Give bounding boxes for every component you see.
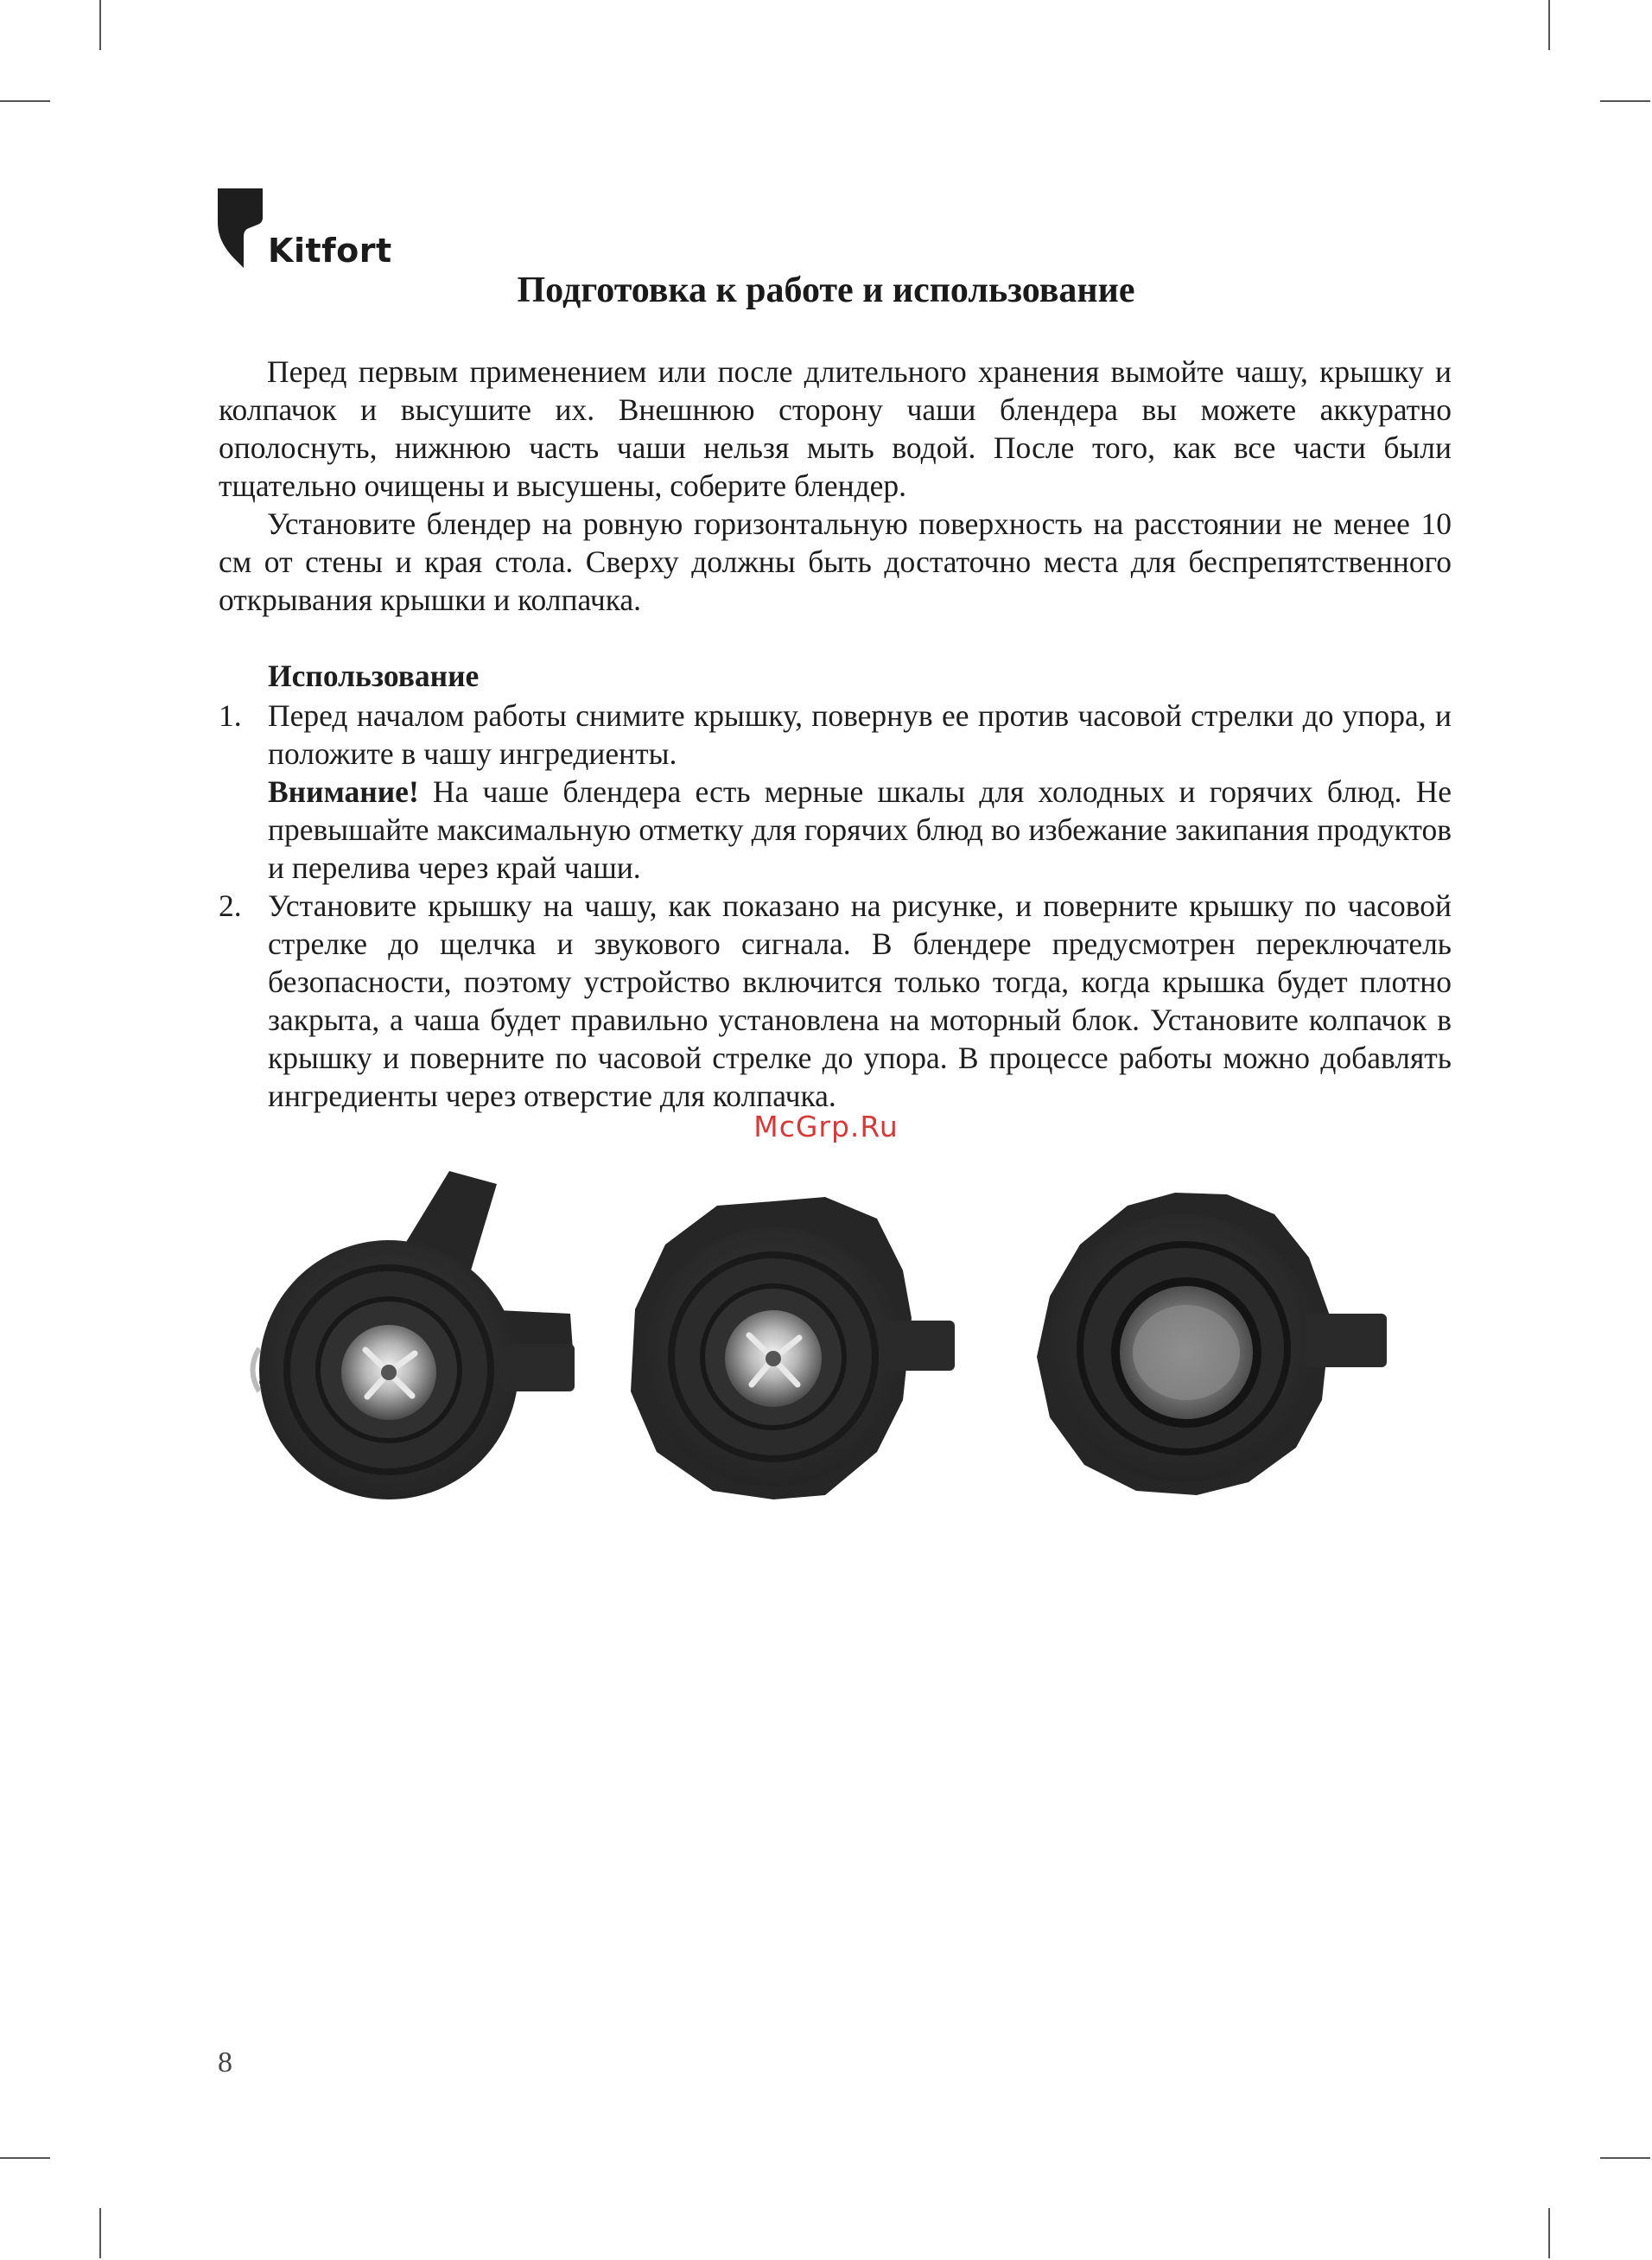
intro-text [219, 353, 1452, 619]
list-item-text: Установите крышку на чашу, как показано на рисунке, и поверните крышку по часовой стрелке до щелчка и звукового сигнала. В блендере предусмотрен переключатель безопасности, поэтому устройство включится только тогда, когда крышка будет плотно закрыта, а чаша будет правильно установлена на моторный блок. Установите колпачок в крышку и поверните по часовой стрелке до упора. В процессе работы можно добавлять ингредиенты через отверстие для колпачка. [268, 888, 1452, 1113]
crop-mark [1600, 100, 1650, 102]
crop-mark [99, 0, 101, 50]
usage-heading: Использование [268, 659, 480, 693]
list-item-text: Перед началом работы снимите крышку, повернув ее против часовой стрелки до упора, и положите в чашу ингредиенты. [268, 698, 1452, 771]
crop-mark [1548, 0, 1550, 50]
crop-mark [0, 100, 50, 102]
blender-photo-blade [631, 1197, 955, 1499]
warning-label: Внимание! [268, 774, 419, 809]
blender-photo-lid [1037, 1193, 1387, 1495]
list-item [219, 697, 1452, 887]
crop-mark [0, 2157, 50, 2159]
page-title: Подготовка к работе и использование [517, 271, 1135, 310]
blender-photo-open [253, 1171, 575, 1499]
warning-text: На чаше блендера есть мерные шкалы для холодных и горячих блюд. Не превышайте максимальную отметку для горячих блюд во избежание закипания продуктов и перелива через край чаши. [268, 774, 1452, 885]
crop-mark [99, 2208, 101, 2258]
list-item [219, 887, 1452, 1115]
crop-mark [1600, 2157, 1650, 2159]
crop-mark [1548, 2208, 1550, 2258]
usage-list [219, 697, 1452, 1115]
watermark: McGrp.Ru [753, 1110, 899, 1143]
list-number: 2. [219, 888, 242, 923]
paragraph: Перед первым применением или после длительного хранения вымойте чашу, крышку и колпачок и высушите их. Внешнюю сторону чаши блендера вы можете аккуратно ополоснуть, нижнюю часть чаши нельзя мыть водой. После того, как все части были тщательно очищены и высушены, соберите блендер. [219, 354, 1452, 503]
list-number: 1. [219, 698, 242, 733]
page-number: 8 [218, 2047, 232, 2079]
brand-name: Kitfort [268, 232, 392, 270]
warning-note [268, 773, 1452, 887]
paragraph: Установите блендер на ровную горизонтальную поверхность на расстоянии не менее 10 см от стены и края стола. Сверху должны быть достаточно места для беспрепятственного открывания крышки и колпачка. [219, 506, 1452, 617]
blender-photos [220, 1158, 1456, 1530]
